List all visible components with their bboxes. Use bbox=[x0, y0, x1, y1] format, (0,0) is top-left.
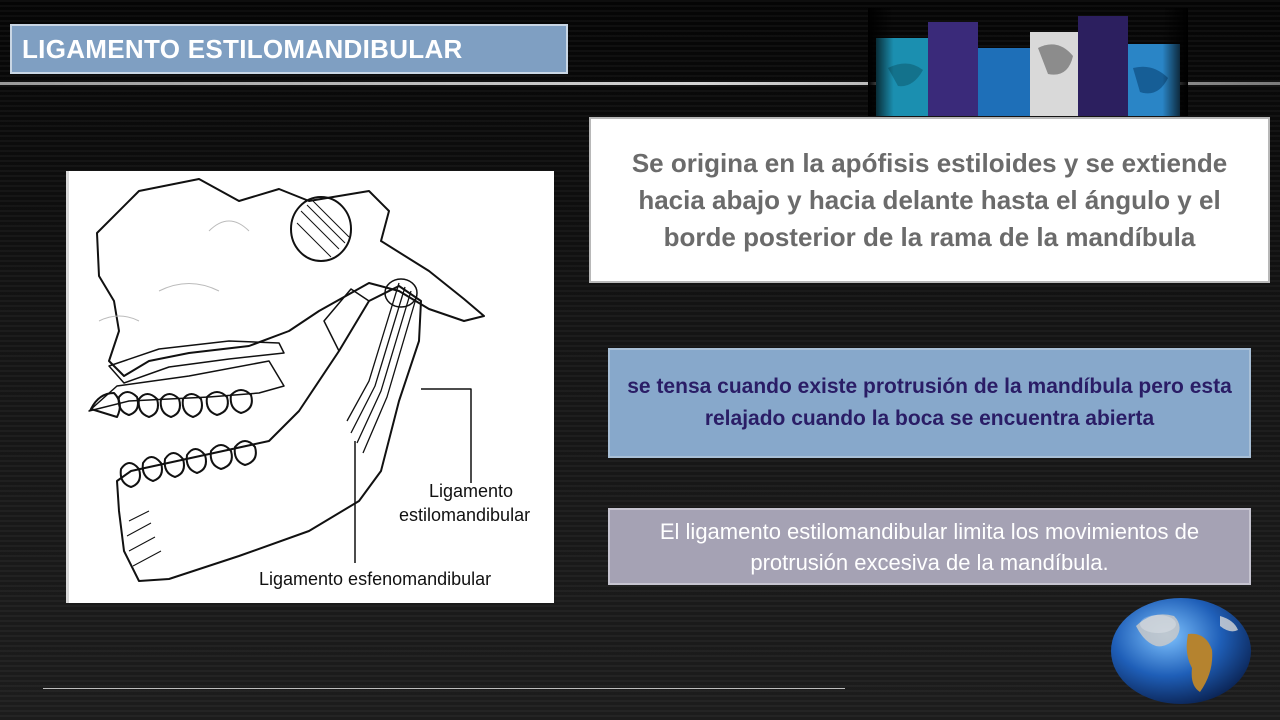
limit-description-box bbox=[608, 508, 1251, 585]
tension-description: se tensa cuando existe protrusión de la mandíbula pero esta relajado cuando la boca se encuentra abierta bbox=[627, 375, 1232, 430]
limit-description: El ligamento estilomandibular limita los movimientos de protrusión excesiva de la mandíbula. bbox=[659, 518, 1200, 575]
tension-description-box bbox=[608, 348, 1251, 458]
world-map-banner bbox=[868, 8, 1188, 116]
slide-title: LIGAMENTO ESTILOMANDIBULAR bbox=[22, 33, 463, 64]
bottom-divider bbox=[43, 688, 845, 689]
origin-description-box bbox=[589, 117, 1270, 283]
label-sphenomandibular: Ligamento esfenomandibular bbox=[259, 569, 492, 589]
jaw-illustration bbox=[66, 171, 554, 603]
label-stylomandibular-line1: Ligamento bbox=[429, 481, 514, 501]
origin-description: Se origina en la apófisis estiloides y se extiende hacia abajo y hacia delante hasta el ángulo y el borde posterior de la rama de la mandíbula bbox=[631, 147, 1228, 252]
slide-title-box bbox=[10, 24, 568, 74]
globe-icon bbox=[1108, 596, 1254, 706]
label-stylomandibular-line2: estilomandibular bbox=[399, 505, 531, 525]
